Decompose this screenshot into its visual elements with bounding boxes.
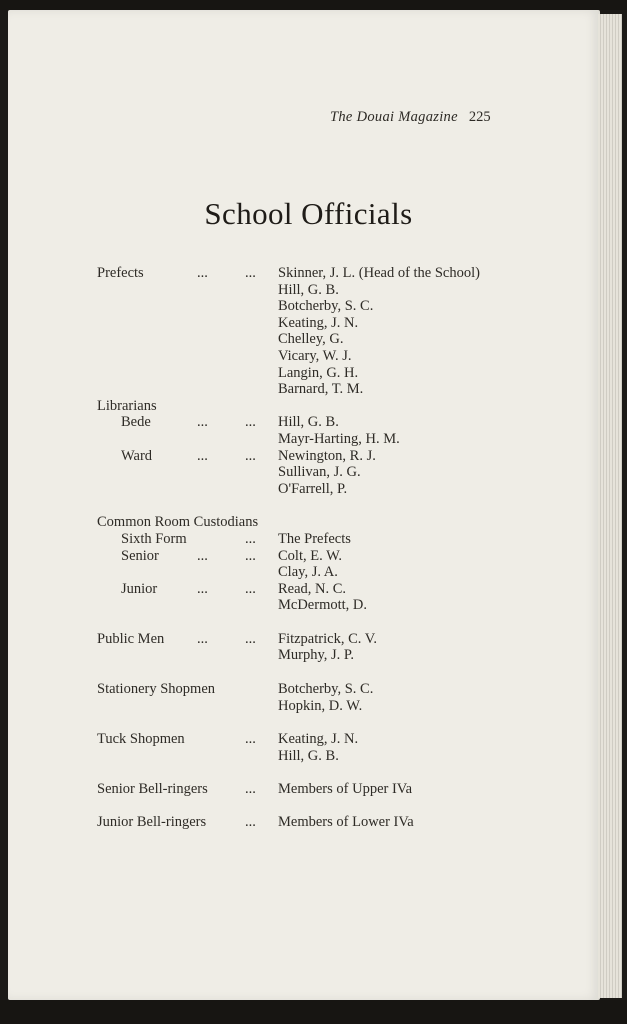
official-name: Hill, G. B. (278, 414, 339, 431)
page-title: School Officials (204, 196, 413, 231)
official-name: Read, N. C. (278, 580, 347, 597)
sub-role-label: Ward (121, 447, 153, 464)
page-number: 225 (468, 109, 491, 125)
official-name: Keating, J. N. (278, 314, 359, 331)
official-name: Murphy, J. P. (278, 647, 355, 664)
leader-dots: ... (245, 731, 256, 748)
official-name: O'Farrell, P. (278, 480, 348, 497)
official-name: Botcherby, S. C. (278, 681, 374, 698)
official-name: Colt, E. W. (278, 547, 343, 564)
sub-role-label: Senior (121, 547, 159, 564)
running-head (330, 109, 491, 126)
official-name: Vicary, W. J. (278, 347, 352, 364)
role-label: Public Men (97, 630, 165, 647)
leader-dots: ... (245, 781, 256, 798)
leader-dots: ... (197, 447, 208, 464)
leader-dots: ... (245, 447, 256, 464)
leader-dots: ... (245, 547, 256, 564)
official-name: Barnard, T. M. (278, 381, 364, 398)
official-name: The Prefects (278, 530, 351, 547)
official-name: Newington, R. J. (278, 447, 376, 464)
official-name: Fitzpatrick, C. V. (278, 630, 377, 647)
official-name: Hill, G. B. (278, 747, 339, 764)
sub-role-label: Sixth Form (121, 530, 187, 547)
role-label: Junior Bell-ringers (97, 814, 207, 831)
magazine-title: The Douai Magazine (330, 109, 458, 125)
official-name: Clay, J. A. (278, 564, 338, 581)
leader-dots: ... (245, 530, 256, 547)
leader-dots: ... (197, 265, 208, 281)
scan-top-edge (0, 0, 627, 10)
role-label: Senior Bell-ringers (97, 781, 208, 798)
official-name: Skinner, J. L. (Head of the School) (278, 265, 480, 281)
official-name: Chelley, G. (278, 331, 344, 348)
official-name: Langin, G. H. (278, 364, 359, 381)
leader-dots: ... (245, 580, 256, 597)
official-name: Botcherby, S. C. (278, 298, 374, 315)
leader-dots: ... (197, 580, 208, 597)
leader-dots: ... (245, 814, 256, 831)
leader-dots: ... (197, 547, 208, 564)
official-name: Hopkin, D. W. (278, 697, 363, 714)
leader-dots: ... (245, 630, 256, 647)
sub-role-label: Junior (121, 580, 158, 597)
role-label: Common Room Custodians (97, 514, 259, 531)
role-label: Prefects (97, 265, 144, 281)
official-name: McDermott, D. (278, 597, 367, 614)
official-name: Members of Upper IVa (278, 781, 413, 798)
leader-dots: ... (197, 414, 208, 431)
page-edges (598, 14, 622, 998)
official-name: Keating, J. N. (278, 731, 359, 748)
book-page (8, 10, 600, 1000)
leader-dots: ... (197, 630, 208, 647)
official-name: Mayr-Harting, H. M. (278, 430, 400, 447)
role-label: Stationery Shopmen (97, 681, 216, 698)
leader-dots: ... (245, 265, 256, 281)
official-name: Hill, G. B. (278, 281, 339, 298)
scan-bottom-edge (0, 1000, 627, 1024)
sub-role-label: Bede (121, 414, 151, 431)
official-name: Members of Lower IVa (278, 814, 414, 831)
role-label: Tuck Shopmen (97, 731, 185, 748)
official-name: Sullivan, J. G. (278, 464, 361, 481)
leader-dots: ... (245, 414, 256, 431)
role-label: Librarians (97, 397, 157, 414)
